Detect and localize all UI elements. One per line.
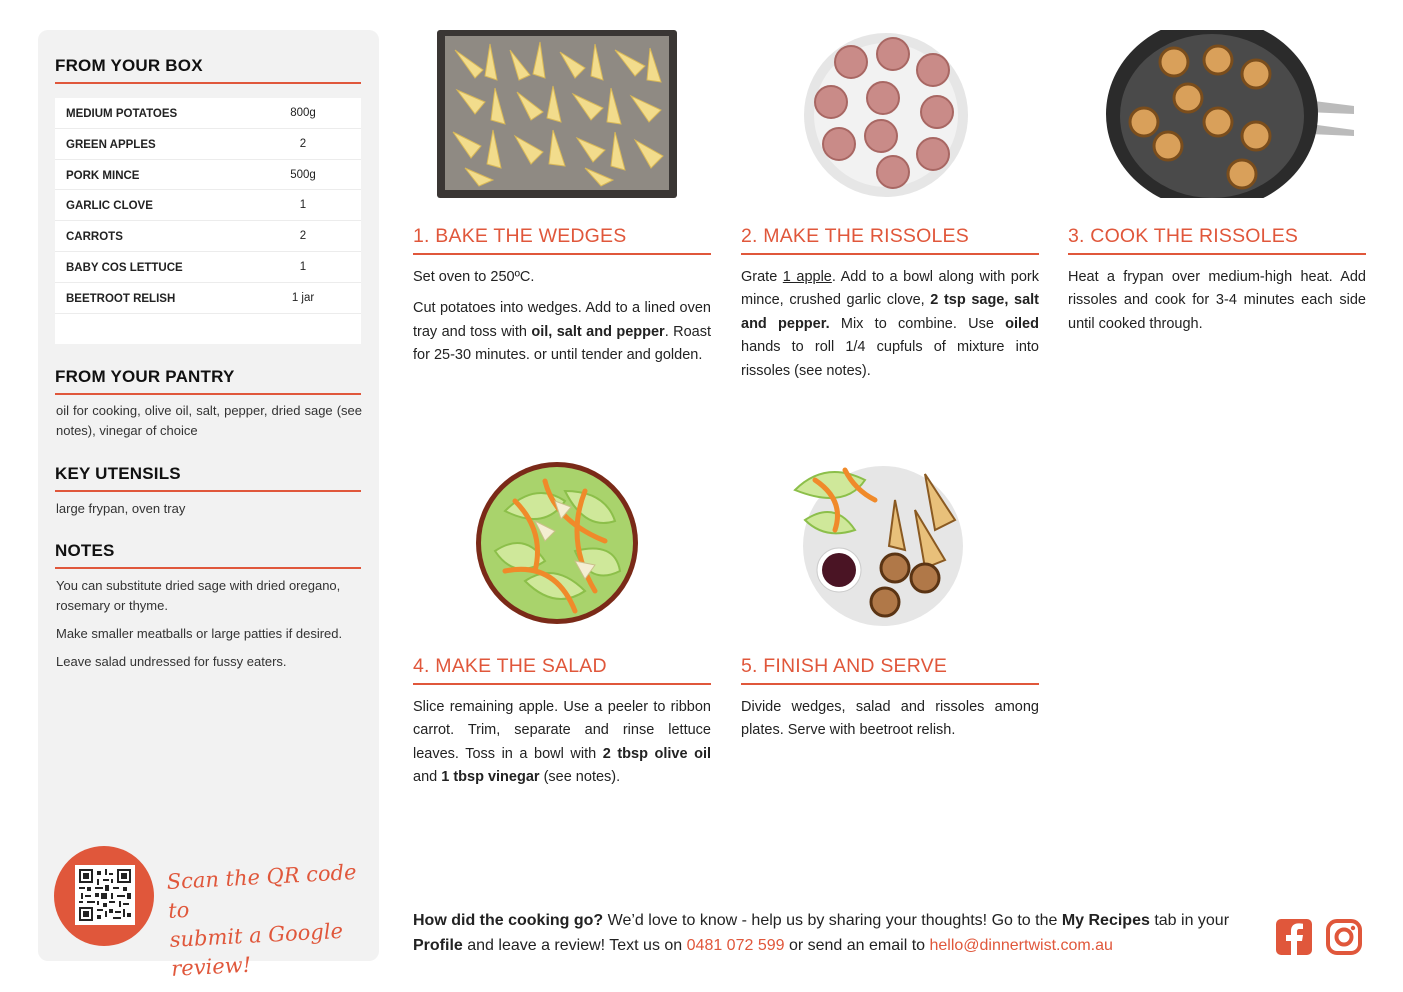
bold-text: oiled <box>1005 315 1039 332</box>
text-run: We’d love to know - help us by sharing your thoughts! Go to the <box>603 912 1062 929</box>
step-instructions <box>413 266 711 376</box>
step-title: 3. COOK THE RISSOLES <box>1068 225 1299 247</box>
ingredient-qty: 1 <box>299 199 307 212</box>
text-run: tab in your <box>1149 912 1230 929</box>
notes-list <box>56 576 362 680</box>
phone-link[interactable]: 0481 072 599 <box>686 937 785 954</box>
text-run: Slice remaining apple. Use a peeler to ribbon carrot. Trim, separate and rinse lettuce leaves. Toss in a bowl with <box>413 699 711 762</box>
ingredient-row <box>55 129 361 160</box>
from-your-pantry-heading: FROM YOUR PANTRY <box>55 367 235 386</box>
ingredient-row <box>55 221 361 252</box>
step-1 <box>413 30 711 410</box>
ingredient-name: BEETROOT RELISH <box>66 292 176 305</box>
facebook-icon[interactable] <box>1275 918 1313 956</box>
step-title: 1. BAKE THE WEDGES <box>413 225 627 247</box>
ingredient-name: CARROTS <box>66 231 123 244</box>
ingredient-name: PORK MINCE <box>66 169 140 182</box>
bold-text: 2 tbsp olive oil <box>602 745 712 762</box>
email-link[interactable]: hello@dinnertwist.com.au <box>929 937 1113 954</box>
plated-dinner-image <box>785 460 967 628</box>
ingredient-row <box>55 283 361 314</box>
text-run: Mix to combine. Use <box>829 315 1006 332</box>
bold-text: 2 tsp sage, salt and pepper. <box>741 292 1039 332</box>
qr-prompt-line: Scan the QR code to <box>166 860 358 923</box>
text-run: Grate <box>741 269 783 285</box>
text-run: and leave a review! Text us on <box>462 937 687 954</box>
step-3 <box>1068 30 1366 410</box>
step-instructions: Divide wedges, salad and rissoles among plates. Serve with beetroot relish. <box>741 699 1039 739</box>
key-utensils-heading: KEY UTENSILS <box>55 464 181 483</box>
frypan-rissoles-image <box>1106 30 1356 198</box>
salad-bowl-image <box>475 461 639 625</box>
instruction-paragraph <box>413 696 711 790</box>
my-recipes-label: My Recipes <box>1061 912 1150 929</box>
step-2 <box>741 30 1039 410</box>
step-5 <box>741 460 1039 820</box>
qr-code-badge[interactable] <box>54 846 154 946</box>
profile-label: Profile <box>413 937 463 954</box>
ingredient-row <box>55 98 361 129</box>
ingredients-table <box>55 98 361 344</box>
qr-code[interactable] <box>75 865 135 925</box>
step-divider <box>741 253 1039 255</box>
ingredient-qty: 1 <box>299 260 307 273</box>
heading-divider <box>55 82 361 84</box>
ingredient-qty: 2 <box>299 230 307 243</box>
instruction-paragraph <box>741 266 1039 383</box>
heading-divider <box>55 393 361 395</box>
underlined-text: 1 apple <box>782 269 832 285</box>
step-instructions <box>741 266 1039 391</box>
ingredient-qty: 1 jar <box>291 291 315 304</box>
qr-review-prompt <box>166 858 372 984</box>
step-divider <box>413 683 711 685</box>
text-run: . Add to a bowl along with pork mince, crushed garlic clove, <box>741 269 1040 309</box>
pantry-text: oil for cooking, olive oil, salt, pepper, dried sage (see notes), vinegar of choice <box>56 403 362 438</box>
ingredient-qty: 800g <box>290 107 316 119</box>
ingredient-name: MEDIUM POTATOES <box>66 108 178 120</box>
ingredient-name: GARLIC CLOVE <box>66 200 153 213</box>
ingredient-name: BABY COS LETTUCE <box>66 261 183 274</box>
step-instructions: Heat a frypan over medium-high heat. Add rissoles and cook for 3-4 minutes each side until cooked through. <box>1068 269 1366 332</box>
heading-divider <box>55 490 361 492</box>
ingredient-row <box>55 190 361 221</box>
ingredients-sidebar <box>38 30 379 981</box>
note-item: Make smaller meatballs or large patties if desired. <box>56 626 343 641</box>
step-divider <box>741 683 1039 685</box>
step-4 <box>413 460 711 820</box>
step-title: 5. FINISH AND SERVE <box>741 655 948 677</box>
heading-divider <box>55 567 361 569</box>
utensils-text: large frypan, oven tray <box>56 501 186 516</box>
qr-prompt-line: submit a Google review! <box>169 918 344 981</box>
ingredient-row <box>55 160 361 191</box>
text-run: (see notes). <box>539 769 621 786</box>
instagram-icon[interactable] <box>1325 918 1363 956</box>
qr-code-icon <box>79 869 131 921</box>
step-instructions <box>413 696 711 798</box>
text-run: Cut potatoes into wedges. Add to a lined oven tray and toss with <box>413 300 711 340</box>
raw-rissoles-image <box>803 32 969 198</box>
instruction-paragraph <box>413 297 711 367</box>
step-divider <box>1068 253 1366 255</box>
notes-heading: NOTES <box>55 541 115 560</box>
ingredient-row <box>55 252 361 283</box>
ingredient-qty: 500g <box>290 168 316 181</box>
text-run: hands to roll 1/4 cupfuls of mixture into rissoles (see notes). <box>741 339 1039 379</box>
text-run: or send an email to <box>784 937 930 954</box>
potato-wedges-image <box>435 30 679 198</box>
review-prompt-footer <box>413 908 1263 958</box>
ingredient-name: GREEN APPLES <box>66 138 156 151</box>
from-your-box-heading: FROM YOUR BOX <box>55 56 203 75</box>
step-title: 2. MAKE THE RISSOLES <box>741 225 969 247</box>
note-item: You can substitute dried sage with dried oregano, rosemary or thyme. <box>56 578 341 613</box>
step-divider <box>413 253 711 255</box>
bold-text: 1 tbsp vinegar <box>441 769 540 786</box>
text-run: and <box>413 769 442 786</box>
ingredient-qty: 2 <box>299 137 307 150</box>
text-run: . Roast for 25-30 minutes. or until tender and golden. <box>413 323 712 364</box>
instruction-line: Set oven to 250ºC. <box>413 269 535 285</box>
step-title: 4. MAKE THE SALAD <box>413 655 607 677</box>
footer-question: How did the cooking go? <box>413 912 604 929</box>
note-item: Leave salad undressed for fussy eaters. <box>56 654 287 669</box>
bold-text: oil, salt and pepper <box>531 323 665 340</box>
